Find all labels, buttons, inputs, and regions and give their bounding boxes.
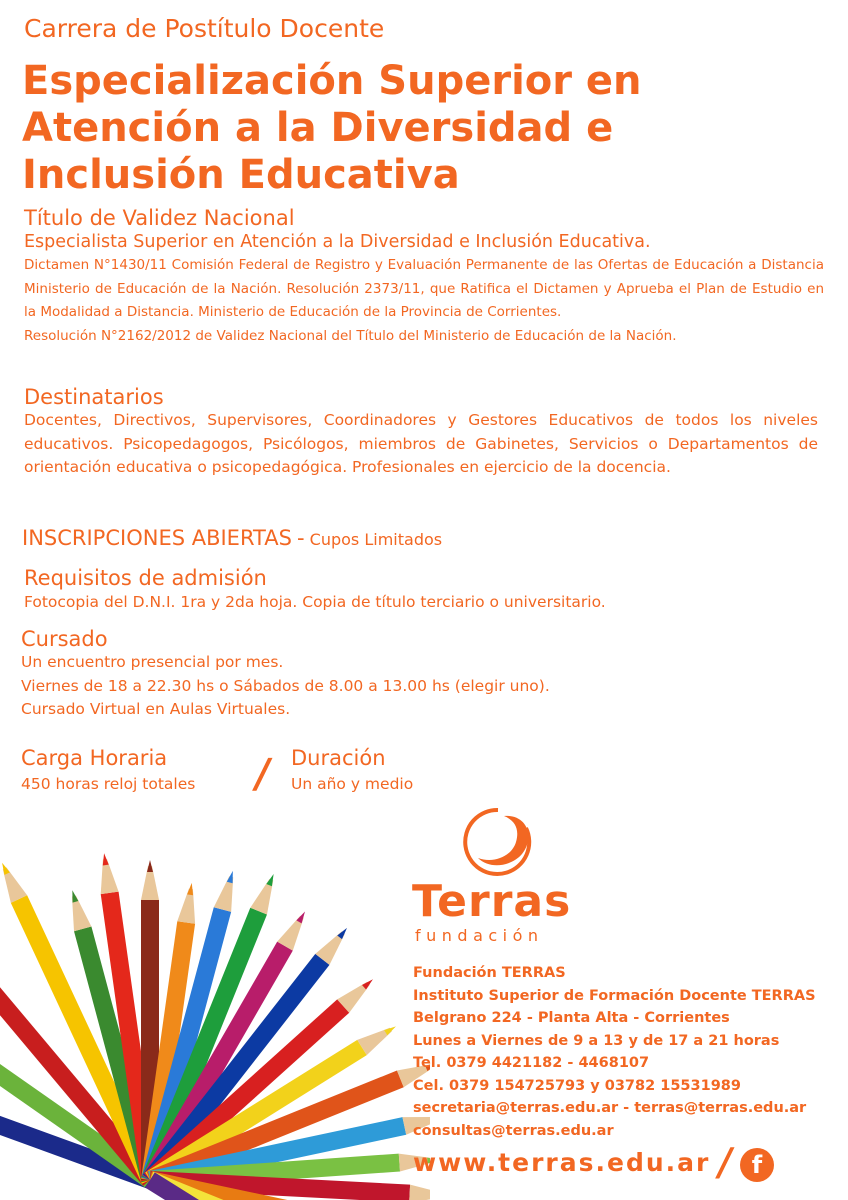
contact-email[interactable]: consultas@terras.edu.ar bbox=[413, 1122, 614, 1139]
cupos-note: Cupos Limitados bbox=[309, 530, 443, 549]
carga-heading: Carga Horaria bbox=[21, 746, 168, 770]
destinatarios-heading: Destinatarios bbox=[24, 385, 164, 409]
contact-phone: Tel. 0379 4421182 - 4468107 bbox=[413, 1055, 650, 1071]
colored-pencils-illustration bbox=[0, 800, 430, 1200]
inscripciones-separator: - bbox=[297, 526, 305, 550]
facebook-icon[interactable]: f bbox=[740, 1148, 774, 1182]
duracion-section bbox=[291, 746, 413, 795]
contact-line: Instituto Superior de Formación Docente TERRAS bbox=[413, 987, 816, 1004]
page-title bbox=[22, 58, 822, 199]
cursado-section bbox=[21, 627, 550, 722]
dictamen-text: Dictamen N°1430/11 Comisión Federal de Registro y Evaluación Permanente de las Ofertas de Educación a Distancia Ministerio de Educación de la Nación. Resolución 2373/11, que Ratifica el Dictamen y Aprueba el Plan de Estudio en la Modalidad a Distancia. Ministerio de Educación de la Provincia de Corrientes. bbox=[24, 257, 824, 320]
carga-text: 450 horas reloj totales bbox=[21, 775, 196, 793]
cursado-line: Un encuentro presencial por mes. bbox=[21, 653, 284, 671]
inscripciones-banner bbox=[22, 526, 442, 550]
inscripciones-label: INSCRIPCIONES ABIERTAS bbox=[22, 526, 292, 550]
contact-block bbox=[413, 962, 843, 1142]
kicker-text: Carrera de Postítulo Docente bbox=[24, 14, 385, 43]
validez-subtitle: Especialista Superior en Atención a la Diversidad e Inclusión Educativa. bbox=[24, 232, 651, 252]
contact-cell: Cel. 0379 154725793 y 03782 15531989 bbox=[413, 1077, 741, 1094]
contact-emails[interactable]: secretaria@terras.edu.ar - terras@terras.edu.ar bbox=[413, 1100, 807, 1116]
title-line: Especialización Superior en bbox=[22, 58, 642, 104]
title-line: Inclusión Educativa bbox=[22, 152, 460, 198]
carga-horaria-section bbox=[21, 746, 195, 795]
destinatarios-text: Docentes, Directivos, Supervisores, Coordinadores y Gestores Educativos de todos los niveles educativos. Psicopedagogos, Psicólogos, miembros de Gabinetes, Servicios o Departamentos de orientación educativa o psicopedagógica. Profesionales en ejercicio de la docencia. bbox=[24, 411, 818, 476]
requisitos-heading: Requisitos de admisión bbox=[24, 566, 267, 590]
cursado-line: Cursado Virtual en Aulas Virtuales. bbox=[21, 700, 291, 718]
logo-subtitle: fundación bbox=[415, 926, 544, 945]
requisitos-section bbox=[24, 566, 606, 614]
contact-address: Belgrano 224 - Planta Alta - Corrientes bbox=[413, 1010, 730, 1026]
divider-slash: / bbox=[250, 751, 274, 797]
validez-section bbox=[24, 206, 824, 348]
title-line: Atención a la Diversidad e bbox=[22, 105, 614, 151]
duracion-text: Un año y medio bbox=[291, 775, 414, 793]
cursado-line: Viernes de 18 a 22.30 hs o Sábados de 8.00 a 13.00 hs (elegir uno). bbox=[21, 676, 550, 695]
contact-line: Fundación TERRAS bbox=[413, 965, 566, 981]
resolucion-text: Resolución N°2162/2012 de Validez Nacional del Título del Ministerio de Educación de la Nación. bbox=[24, 327, 677, 344]
website-divider-slash: / bbox=[714, 1140, 736, 1184]
validez-heading: Título de Validez Nacional bbox=[24, 206, 295, 230]
requisitos-text: Fotocopia del D.N.I. 1ra y 2da hoja. Copia de título terciario o universitario. bbox=[24, 593, 606, 611]
logo-wordmark: Terras bbox=[412, 876, 572, 927]
duracion-heading: Duración bbox=[291, 746, 386, 770]
terras-logo-mark bbox=[460, 806, 536, 878]
cursado-heading: Cursado bbox=[21, 627, 108, 651]
destinatarios-section bbox=[24, 385, 818, 480]
contact-hours: Lunes a Viernes de 9 a 13 y de 17 a 21 horas bbox=[413, 1032, 780, 1049]
website-link[interactable]: www.terras.edu.ar bbox=[413, 1148, 711, 1177]
